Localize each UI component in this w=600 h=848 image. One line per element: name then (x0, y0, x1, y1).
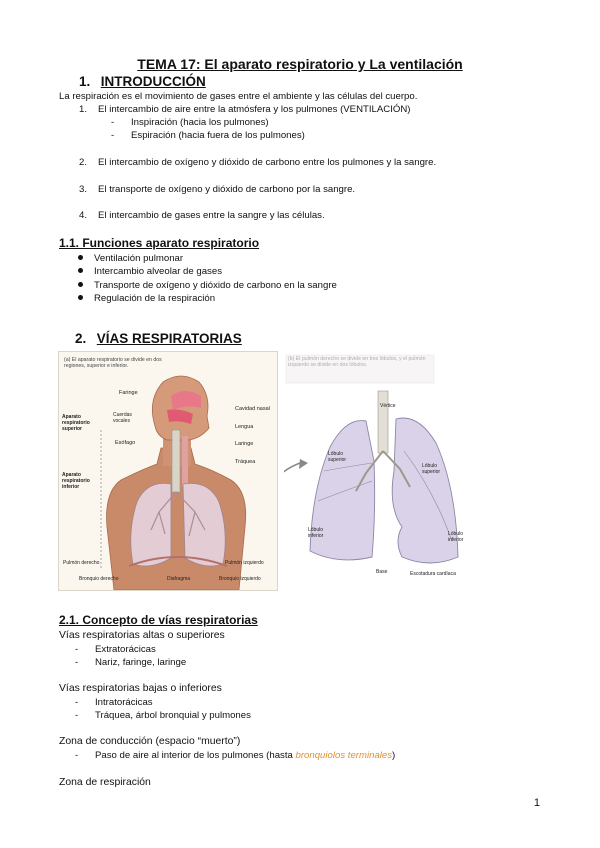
list-number: 4. (79, 210, 88, 221)
vias-bajas-heading: Vías respiratorias bajas o inferiores (59, 683, 222, 694)
section-heading-vias (75, 331, 242, 346)
dash-marker: - (75, 697, 79, 708)
label-lengua: Lengua (235, 424, 254, 430)
label-lobulo-superior-der: Lóbulo superior (328, 451, 347, 463)
label-pulmon-derecho: Pulmón derecho (63, 560, 100, 566)
subsection-heading-funciones: 1.1. Funciones aparato respiratorio (59, 236, 260, 250)
zona-conduccion-heading: Zona de conducción (espacio “muerto”) (59, 736, 241, 747)
list-text: Espiración (hacia fuera de los pulmones) (131, 130, 305, 141)
zona-respiracion-heading: Zona de respiración (59, 777, 151, 788)
label-diafragma: Diafragma (167, 576, 191, 582)
list-number: 3. (79, 184, 88, 195)
sub-list-item (75, 710, 251, 722)
section-title: VÍAS RESPIRATORIAS (96, 331, 242, 346)
bullet-item: Regulación de la respiración (78, 293, 215, 305)
subsection-heading-concepto: 2.1. Concepto de vías respiratorias (59, 613, 258, 627)
sub-list-item (111, 130, 305, 142)
label-lobulo-superior-izq: Lóbulo superior (422, 463, 441, 475)
label-esofago: Esófago (115, 440, 136, 446)
dash-marker: - (75, 710, 79, 721)
dash-marker: - (75, 657, 79, 668)
section-number: 2. (75, 331, 87, 346)
dash-marker: - (75, 644, 79, 655)
label-traquea: Tráquea (235, 459, 256, 465)
label-laringe: Laringe (235, 441, 254, 447)
list-item (79, 210, 325, 222)
lungs-illustration (284, 351, 478, 599)
list-text: El transporte de oxígeno y dióxido de carbono por la sangre. (98, 184, 356, 195)
label-faringe: Faringe (119, 390, 138, 396)
list-text: Extratorácicas (95, 644, 156, 655)
figure-respiratory-system (58, 351, 278, 591)
list-number: 1. (79, 104, 88, 115)
label-lobulo-inferior-der: Lóbulo inferior (308, 527, 324, 539)
sub-list-item (75, 750, 395, 762)
figure-lungs (284, 351, 478, 599)
intro-paragraph: La respiración es el movimiento de gases entre el ambiente y las células del cuerpo. (59, 91, 418, 102)
torso-illustration (59, 352, 277, 590)
list-text: El intercambio de gases entre la sangre y las células. (98, 210, 325, 221)
list-text: ) (392, 750, 396, 761)
label-superior: Aparato respiratorio superior (62, 414, 90, 432)
highlighted-term: bronquiolos terminales (295, 750, 393, 761)
dash-marker: - (75, 750, 79, 761)
list-text: El intercambio de aire entre la atmósfera y los pulmones (VENTILACIÓN) (98, 104, 411, 115)
bullet-item: Ventilación pulmonar (78, 253, 183, 265)
list-text: Tráquea, árbol bronquial y pulmones (95, 710, 251, 721)
dash-marker: - (111, 117, 115, 128)
section-title: INTRODUCCIÓN (100, 74, 206, 89)
list-text: El intercambio de oxígeno y dióxido de carbono entre los pulmones y la sangre. (98, 157, 437, 168)
label-vertice: Vértice (380, 403, 396, 409)
sub-list-item (111, 117, 269, 129)
list-text: Intratorácicas (95, 697, 153, 708)
sub-list-item (75, 657, 186, 669)
list-text: Paso de aire al interior de los pulmones (hasta (95, 750, 296, 761)
page-title: TEMA 17: El aparato respiratorio y La ventilación (137, 56, 463, 72)
label-pulmon-izquierdo: Pulmón izquierdo (225, 560, 264, 566)
list-item (79, 184, 355, 196)
section-heading-introduccion (79, 74, 206, 89)
label-base: Base (376, 569, 388, 575)
page-number: 1 (533, 797, 540, 809)
label-inferior: Aparato respiratorio inferior (62, 472, 90, 490)
label-bronquio-izquierdo: Bronquio izquierdo (219, 576, 261, 582)
list-text: Inspiración (hacia los pulmones) (131, 117, 269, 128)
label-lobulo-inferior-izq: Lóbulo inferior (448, 531, 464, 543)
label-cavidad: Cavidad nasal (235, 406, 270, 412)
label-cuerdas: Cuerdas vocales (113, 412, 132, 424)
list-item (79, 104, 410, 116)
section-number: 1. (79, 74, 91, 89)
figure-caption: (a) El aparato respiratorio se divide en dos regiones, superior e inferior. (64, 357, 162, 369)
vias-altas-heading: Vías respiratorias altas o superiores (59, 630, 225, 641)
list-item (79, 157, 436, 169)
label-escotadura: Escotadura cardíaca (410, 571, 456, 577)
dash-marker: - (111, 130, 115, 141)
bullet-item: Intercambio alveolar de gases (78, 266, 222, 278)
bullet-item: Transporte de oxígeno y dióxido de carbono en la sangre (78, 280, 337, 292)
list-text: Nariz, faringe, laringe (95, 657, 187, 668)
sub-list-item (75, 697, 153, 709)
list-number: 2. (79, 157, 88, 168)
sub-list-item (75, 644, 156, 656)
label-bronquio-derecho: Bronquio derecho (79, 576, 119, 582)
